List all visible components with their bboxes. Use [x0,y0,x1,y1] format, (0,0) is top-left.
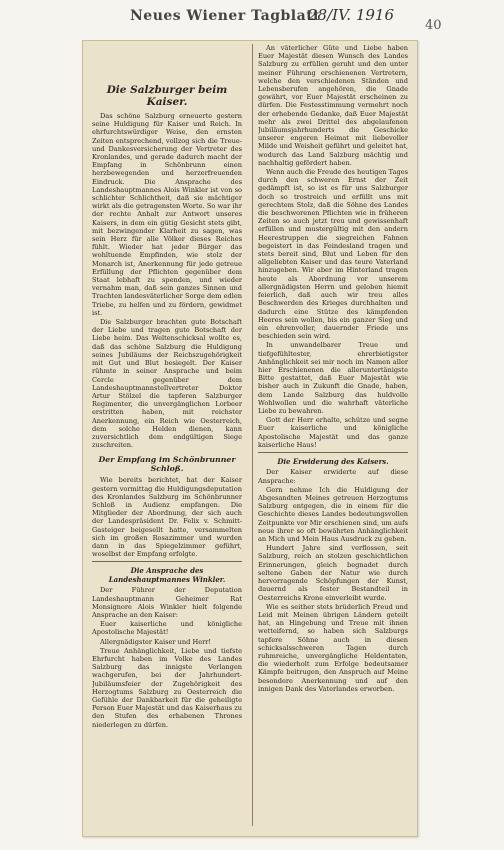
reception-paragraph: Wie bereits berichtet, hat der Kaiser gestern vormittag die Huldigungsdeputation des Kronlandes Salzburg im Schönbrunner Schloß in Audienz empfangen. Die Mitglieder der Abordnung, der sich auch der Landespräsident Dr. Felix v. Schmitt-Gasteiger beigesellt hatte, versammelten sich im großen Rosazimmer und wurden dann in das Spiegelzimmer geführt, woselbst der Empfang erfolgte. [92,476,242,559]
speech-continued-1: An väterlicher Güte und Liebe haben Euer Majestät diesen Wunsch des Landes Salzburg zu erfüllen geruht und den unter meiner Führung erschienenen Vertretern, welche den verschiedenen Ständen und Lebensberufen angehören, die Gnade gewährt, vor Euer Majestät erscheinen zu dürfen. Die Festesstimmung vermehrt noch der erhebende Gedanke, daß Euer Majestät mehr als zwei Drittel des abgelaufenen Jubiläumsjahrhunderts die Geschicke unserer engeren Heimat mit liebevoller Milde und Weisheit geführt und geleitet hat, wodurch das Land Salzburg mächtig und nachhaltig gefördert haben. [258,44,408,167]
speech-closing: Gott der Herr erhalte, schütze und segne Euer kaiserliche und königliche Apostolische Majestät und das ganze kaiserliche Haus! [258,416,408,449]
newspaper-masthead: Neues Wiener Tagblatt [130,8,321,24]
section-heading-reply: Die Erwiderung des Kaisers. [277,456,389,466]
section-rule [92,561,242,562]
reply-paragraph-3: Wie es seither stets brüderlich Freud und Leid mit Meinen übrigen Ländern geteilt hat, an Hingebung und Treue mit ihnen wetteifernd, so haben sich Salzburgs tapfere Söhne auch in diesen schicksalsschweren Tagen durch ruhmreiche, unvergängliche Heldentaten, die wiederholt zum Erfolge bedeutsamer Kämpfe beitrugen, den Anspruch auf Meine besondere Anerkennung und auf den innigen Dank des Vaterlandes erworben. [258,602,408,693]
reply-paragraph-1: Gern nehme Ich die Huldigung der Abgesandten Meines getreuen Herzogtums Salzburg entgegen, die in einem für die Geschichte dieses Landes bedeutungsvollen Zeitpunkte vor Mir erschienen sind, um aufs neue ihrer so oft bewährten Anhänglichkeit an Mich und Mein Haus Ausdruck zu geben. [258,485,408,544]
speech-address: Euer kaiserliche und königliche Apostolische Majestät! [92,620,242,637]
right-column [258,44,408,829]
intro-paragraph: Das schöne Salzburg erneuerte gestern seine Huldigung für Kaiser und Reich. In ehrfurchtswürdiger Weise, den ernsten Zeiten entsprechend, vollzog sich die Treue- und Dankesversicherung der Vertreter des Kronlandes, und gerade dadurch macht der Empfang in Schönbrunn einen herzbewegenden und herzerfreuenden Eindruck. Die Ansprache des Landeshauptmannes Alois Winkler ist von so schlichter Schlichtheit, daß sie mächtiger wirkt als die getragensten Worte. So war ihr der rechte Anhalt zur Antwort unseres Kaisers, in dem ein gütig Gesicht stets gibt, mit bezwingender Klarheit zu sagen, was sein Herz für alle Völker dieses Reiches fühlt. Wieder hat jeder Bürger das wohltuende Empfinden, wie stolz der Monarch ist, Anerkennung für jede getreue Erfüllung der Pflichten gegenüber dem Staat lebhaft zu spenden, und wieder vernahm man, daß sein ganzes Sinnen und Trachten landesväterlicher Sorge dem edlen Triebe, zu helfen und zu fördern, gewidmet ist. [92,112,242,317]
speech-continued-2: Wenn auch die Freude des heutigen Tages durch den schweren Ernst der Zeit gedämpft ist, so ist es für uns Salzburger doch so trostreich und erfüllt uns mit gerechtem Stolz, daß die Söhne des Landes die beschworenen Pflichten wie in früheren Zeiten so auch jetzt treu und gewissenhaft erfüllen und mustergültig mit den andern Heerestruppen die siegreichen Fahnen begeistert in das Feindesland tragen und stets bereit sind, Blut und Leben für den allgeliebten Kaiser und das teure Vaterland hinzugeben. Wir aber im Hinterland tragen heute als Abordnung vor unserem allergnädigsten Herrn und geloben hiemit feierlich, daß auch wir treu alles Beschwerden des Krieges durchhalten und dadurch eine Stütze des kämpfenden Heeres sein wollen, bis ein ganzer Sieg und ein ehrenvoller, dauernder Friede uns beschieden sein wird. [258,168,408,341]
speech-salutation: Allergnädigster Kaiser und Herr! [100,637,212,646]
reply-intro: Der Kaiser erwiderte auf diese Ansprache: [258,468,408,485]
intro-paragraph-2: Die Salzburger brachten gute Botschaft der Liebe und tragen gute Botschaft der Liebe heim. Das Weltenschicksal wollte es, daß das schöne Salzburg die Huldigung seines Jubiläums der Reichszugehörigkeit mit Gut und Blut besiegelt. Der Kaiser rühmte in seiner Ansprache und beim Cercle gegenüber dem Landeshauptmannstellvertreter Doktor Artur Stölzel die tapferen Salzburger Regimenter, die unvergänglichen Lorbeer erstritten haben, mit reichster Anerkennung, ein Reich wie Oesterreich, dem solche Helden dienen, kann zuversichtlich dem endgültigen Siege zuschreiten. [92,318,242,450]
article-title: Die Salzburger beim Kaiser. [106,84,228,108]
page-number: 40 [425,18,442,33]
column-divider [252,44,253,826]
speech-intro: Der Führer der Deputation Landeshauptmann Geheimer Rat Monsignore Alois Winkler hielt folgende Ansprache an den Kaiser: [92,586,242,619]
section-heading-speech: Die Ansprache des Landeshauptmannes Winkler. [108,566,226,584]
section-heading-reception: Der Empfang im Schönbrunner Schloß. [98,455,236,474]
section-rule [258,452,408,453]
speech-continued-3: In unwandelbarer Treue und tiefgefühltester, ehrerbietigster Anhänglichkeit sei mir noch im Namen aller hier Erschienenen die alleruntertänigste Bitte gestattet, daß Euer Majestät wie bisher auch in Zukunft die Gnade, haben, dem Lande Salzburg das huldvolle Wohlwollen und die wahrhaft väterliche Liebe zu bewahren. [258,341,408,415]
speech-paragraph: Treue Anhänglichkeit, Liebe und tiefste Ehrfurcht haben im Volke des Landes Salzburg das innigste Verlangen wachgerufen, bei der Jahrhundert-Jubiläumsfeier der Zugehörigkeit des Herzogtums Salzburg zu Oesterreich die Gefühle der Dankbarkeit für die geheiligte Person Euer Majestät und das Kaiserhaus zu den Stufen des erhabenen Thrones niederlegen zu dürfen. [92,646,242,729]
reply-paragraph-2: Hundert Jahre sind verflossen, seit Salzburg, reich an stolzen geschichtlichen Erinnerungen, gleich begnadet durch seltene Gaben der Natur wie durch hervorragende Schöpfungen der Kunst, dauernd als fester Bestandteil in Oesterreichs Krone einverleibt wurde. [258,544,408,602]
left-column [92,44,242,824]
handwritten-date: 28/IV. 1916 [308,6,394,24]
